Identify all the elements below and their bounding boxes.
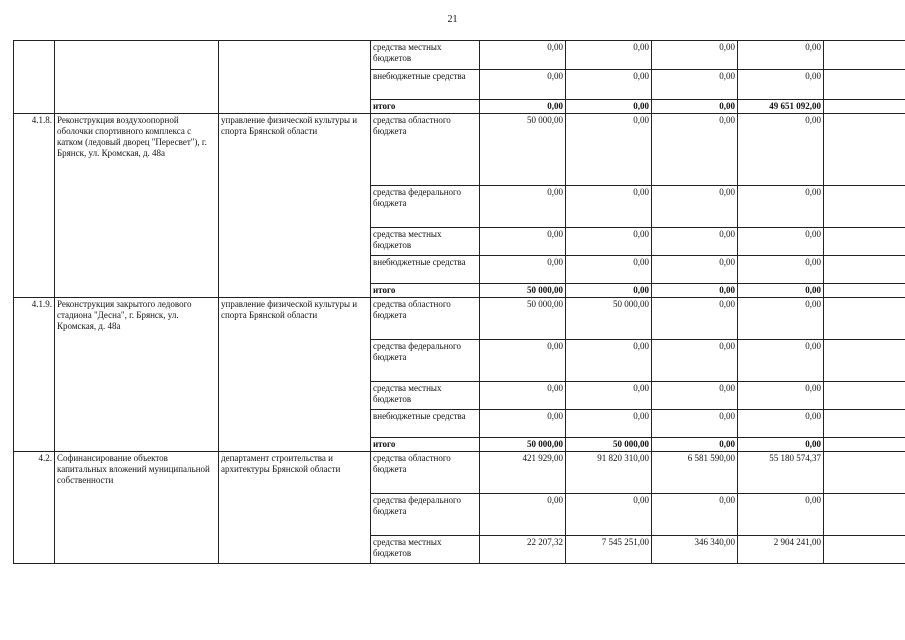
value-cell: 0,00 xyxy=(652,70,738,100)
page-number: 21 xyxy=(447,14,458,25)
empty-cell xyxy=(824,256,905,284)
value-cell: 50 000,00 xyxy=(480,114,566,186)
source-cell: внебюджетные средства xyxy=(371,256,480,284)
value-cell: 0,00 xyxy=(652,228,738,256)
value-cell: 0,00 xyxy=(566,284,652,298)
value-cell: 0,00 xyxy=(652,340,738,382)
item-code: 4.1.8. xyxy=(14,114,55,298)
value-cell: 0,00 xyxy=(480,186,566,228)
value-cell: 0,00 xyxy=(738,340,824,382)
value-cell: 0,00 xyxy=(738,438,824,452)
value-cell: 6 581 590,00 xyxy=(652,452,738,494)
value-cell: 0,00 xyxy=(652,494,738,536)
source-cell: средства местных бюджетов xyxy=(371,41,480,70)
value-cell: 0,00 xyxy=(480,494,566,536)
value-cell: 0,00 xyxy=(566,114,652,186)
source-cell: средства местных бюджетов xyxy=(371,228,480,256)
value-cell: 0,00 xyxy=(738,114,824,186)
empty-cell xyxy=(824,228,905,256)
empty-cell xyxy=(824,536,905,564)
item-name: Реконструкция воздухоопорной оболочки спортивного комплекса с катком (ледовый дворец "Пересвет"), г. Брянск, ул. Кромская, д. 48а xyxy=(55,114,219,298)
item-name: Софинансирование объектов капитальных вложений муниципальной собственности xyxy=(55,452,219,564)
value-cell: 50 000,00 xyxy=(480,284,566,298)
value-cell: 50 000,00 xyxy=(480,438,566,452)
source-cell: средства областного бюджета xyxy=(371,298,480,340)
empty-cell xyxy=(824,41,905,70)
budget-table xyxy=(13,40,905,564)
value-cell: 0,00 xyxy=(652,382,738,410)
value-cell: 0,00 xyxy=(480,70,566,100)
value-cell: 0,00 xyxy=(738,494,824,536)
empty-cell xyxy=(824,114,905,186)
value-cell: 0,00 xyxy=(480,340,566,382)
item-code: 4.1.9. xyxy=(14,298,55,452)
value-cell: 0,00 xyxy=(738,70,824,100)
value-cell: 0,00 xyxy=(738,382,824,410)
source-cell: средства областного бюджета xyxy=(371,452,480,494)
name-cell xyxy=(55,41,219,114)
value-cell: 0,00 xyxy=(566,382,652,410)
value-cell: 0,00 xyxy=(566,70,652,100)
source-cell: средства областного бюджета xyxy=(371,114,480,186)
table-row xyxy=(14,114,905,186)
value-cell: 49 651 092,00 xyxy=(738,100,824,114)
item-executor: управление физической культуры и спорта Брянской области xyxy=(219,114,371,298)
item-code: 4.2. xyxy=(14,452,55,564)
empty-cell xyxy=(824,410,905,438)
value-cell: 0,00 xyxy=(738,410,824,438)
empty-cell xyxy=(824,452,905,494)
value-cell: 2 904 241,00 xyxy=(738,536,824,564)
empty-cell xyxy=(824,382,905,410)
value-cell: 0,00 xyxy=(566,256,652,284)
source-cell: итого xyxy=(371,100,480,114)
empty-cell xyxy=(824,186,905,228)
item-name: Реконструкция закрытого ледового стадиона "Десна", г. Брянск, ул. Кромская, д. 48а xyxy=(55,298,219,452)
value-cell: 0,00 xyxy=(566,340,652,382)
value-cell: 50 000,00 xyxy=(566,438,652,452)
source-cell: средства федерального бюджета xyxy=(371,186,480,228)
value-cell: 0,00 xyxy=(652,100,738,114)
source-cell: средства федерального бюджета xyxy=(371,340,480,382)
value-cell: 0,00 xyxy=(738,186,824,228)
table-row xyxy=(14,452,905,494)
value-cell: 0,00 xyxy=(566,100,652,114)
source-cell: внебюджетные средства xyxy=(371,70,480,100)
value-cell: 0,00 xyxy=(566,41,652,70)
value-cell: 0,00 xyxy=(480,256,566,284)
empty-cell xyxy=(824,438,905,452)
value-cell: 0,00 xyxy=(738,256,824,284)
value-cell: 0,00 xyxy=(738,298,824,340)
value-cell: 22 207,32 xyxy=(480,536,566,564)
value-cell: 421 929,00 xyxy=(480,452,566,494)
code-cell xyxy=(14,41,55,114)
empty-cell xyxy=(824,494,905,536)
source-cell: внебюджетные средства xyxy=(371,410,480,438)
value-cell: 0,00 xyxy=(652,256,738,284)
table-row xyxy=(14,41,905,70)
value-cell: 346 340,00 xyxy=(652,536,738,564)
empty-cell xyxy=(824,284,905,298)
value-cell: 0,00 xyxy=(480,100,566,114)
source-cell: средства федерального бюджета xyxy=(371,494,480,536)
value-cell: 0,00 xyxy=(652,438,738,452)
empty-cell xyxy=(824,298,905,340)
executor-cell xyxy=(219,41,371,114)
empty-cell xyxy=(824,70,905,100)
value-cell: 0,00 xyxy=(566,186,652,228)
value-cell: 50 000,00 xyxy=(566,298,652,340)
value-cell: 0,00 xyxy=(652,284,738,298)
value-cell: 0,00 xyxy=(738,284,824,298)
source-cell: итого xyxy=(371,284,480,298)
source-cell: средства местных бюджетов xyxy=(371,536,480,564)
value-cell: 0,00 xyxy=(652,41,738,70)
value-cell: 0,00 xyxy=(566,494,652,536)
value-cell: 0,00 xyxy=(480,41,566,70)
value-cell: 7 545 251,00 xyxy=(566,536,652,564)
value-cell: 0,00 xyxy=(652,186,738,228)
value-cell: 0,00 xyxy=(738,41,824,70)
value-cell: 55 180 574,37 xyxy=(738,452,824,494)
value-cell: 0,00 xyxy=(480,410,566,438)
value-cell: 50 000,00 xyxy=(480,298,566,340)
empty-cell xyxy=(824,100,905,114)
value-cell: 0,00 xyxy=(480,228,566,256)
value-cell: 0,00 xyxy=(652,114,738,186)
value-cell: 0,00 xyxy=(738,228,824,256)
item-executor: департамент строительства и архитектуры Брянской области xyxy=(219,452,371,564)
value-cell: 0,00 xyxy=(566,410,652,438)
table-row xyxy=(14,298,905,340)
item-executor: управление физической культуры и спорта Брянской области xyxy=(219,298,371,452)
value-cell: 0,00 xyxy=(480,382,566,410)
value-cell: 0,00 xyxy=(652,298,738,340)
source-cell: итого xyxy=(371,438,480,452)
value-cell: 0,00 xyxy=(652,410,738,438)
source-cell: средства местных бюджетов xyxy=(371,382,480,410)
value-cell: 0,00 xyxy=(566,228,652,256)
empty-cell xyxy=(824,340,905,382)
value-cell: 91 820 310,00 xyxy=(566,452,652,494)
